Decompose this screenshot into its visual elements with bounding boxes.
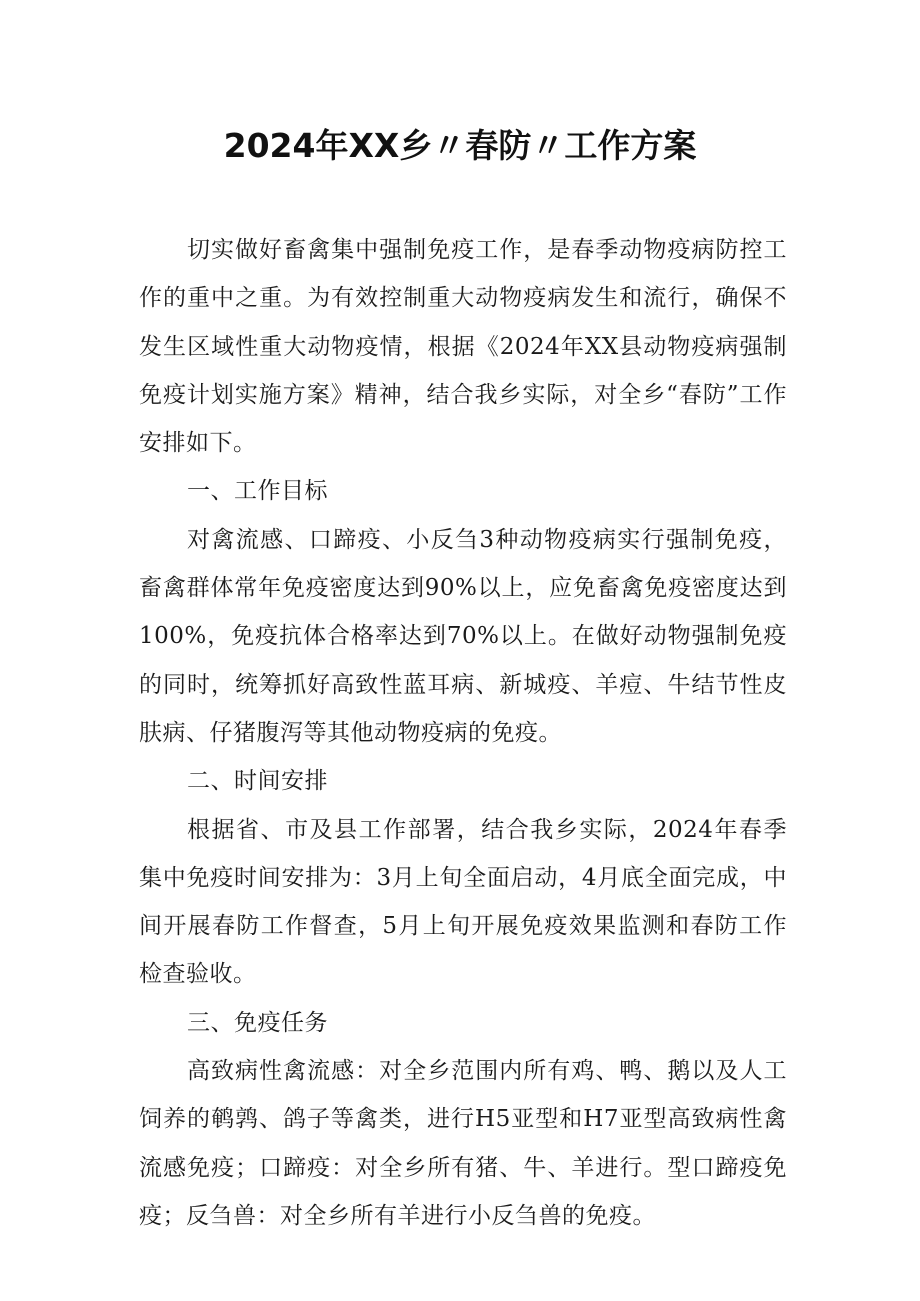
section-heading-tasks: 三、免疫任务: [187, 1009, 328, 1036]
schedule-paragraph: 根据省、市及县工作部署，结合我乡实际，2024年春季集中免疫时间安排为：3月上旬全面启动，4月底全面完成，中间开展春防工作督查，5月上旬开展免疫效果监测和春防工作检查验收。: [139, 816, 787, 988]
tasks-paragraph: 高致病性禽流感：对全乡范围内所有鸡、鸭、鹅以及人工饲养的鹌鹑、鸽子等禽类，进行H5亚型和H7亚型高致病性禽流感免疫；口蹄疫：对全乡所有猪、牛、羊进行。型口蹄疫免疫；反刍兽：对全乡所有羊进行小反刍兽的免疫。: [139, 1058, 787, 1229]
section-heading-schedule: 二、时间安排: [187, 768, 328, 795]
intro-paragraph: 切实做好畜禽集中强制免疫工作，是春季动物疫病防控工作的重中之重。为有效控制重大动物疫病发生和流行，确保不发生区域性重大动物疫情，根据《2024年XX县动物疫病强制免疫计划实施方案》精神，结合我乡实际，对全乡“春防”工作安排如下。: [139, 237, 787, 457]
section-heading-goals: 一、工作目标: [187, 478, 328, 505]
document-body: [139, 226, 787, 1240]
document-title: 2024年XX乡〃春防〃工作方案: [223, 126, 697, 165]
goals-paragraph: 对禽流感、口蹄疫、小反刍3种动物疫病实行强制免疫，畜禽群体常年免疫密度达到90%以上，应免畜禽免疫密度达到100%，免疫抗体合格率达到70%以上。在做好动物强制免疫的同时，统筹抓好高致性蓝耳病、新城疫、羊痘、牛结节性皮肤病、仔猪腹泻等其他动物疫病的免疫。: [139, 526, 787, 746]
